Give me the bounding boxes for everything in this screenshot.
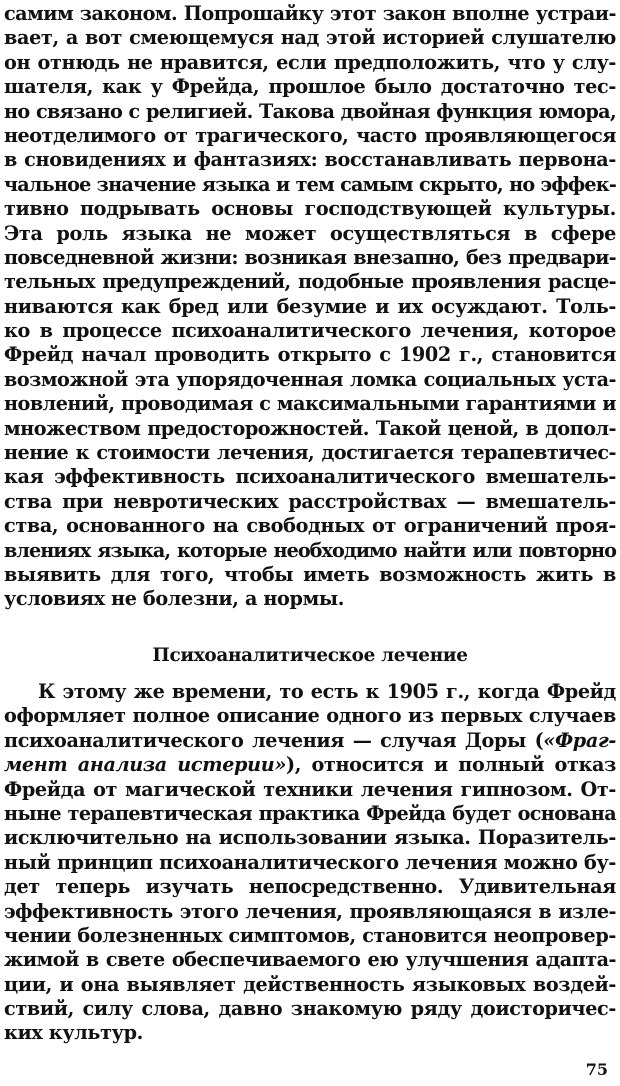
text-line: исключительно на использовании языка. Поразитель- (4, 826, 616, 850)
text-line: К этому же времени, то есть к 1905 г., когда Фрейд (38, 680, 616, 703)
text-line: ниваются как бред или безумие и их осуждают. Толь- (4, 294, 616, 318)
text-line: жимой в свете обеспечиваемого ею улучшения адапта- (4, 948, 616, 972)
text-line: тельных предупреждений, подобные проявления расце- (4, 270, 616, 294)
italic-title-end: мент анализа истерии» (4, 753, 286, 777)
text-line: кая эффективность психоаналитического вмешатель- (4, 465, 616, 489)
text-line: тивно подрывать основы господствующей культуры. (4, 197, 616, 221)
text-line: шателя, как у Фрейда, прошлое было достаточно тес- (4, 75, 616, 99)
text-line: повседневной жизни: возникая внезапно, без предвари- (4, 245, 616, 269)
text-line: ства, основанного на свободных от ограничений проя- (4, 514, 616, 538)
text-line: Эта роль языка не может осуществляться в сфере (4, 221, 616, 245)
text-line: ства при невротических расстройствах — вмешатель- (4, 489, 616, 513)
text-line: эффективность этого лечения, проявляющаяся в изле- (4, 899, 616, 923)
text-line: оформляет полное описание одного из первых случаев (4, 704, 616, 728)
italic-title-start: «Фраг- (543, 728, 616, 752)
text-line: но связано с религией. Такова двойная функция юмора, (4, 99, 616, 123)
text-line: вает, а вот смеющемуся над этой историей слушателю (4, 26, 616, 50)
text-line: новлений, проводимая с максимальными гарантиями и (4, 392, 616, 416)
text-line: неотделимого от трагического, часто проявляющегося (4, 123, 616, 147)
section-heading: Психоаналитическое лечение (152, 645, 468, 666)
text-line: Фрейда от магической техники лечения гипнозом. От- (4, 777, 616, 801)
text-line: влениях языка, которые необходимо найти или повторно (4, 538, 616, 562)
text-run: психоаналитического лечения — случая Доры ( (4, 728, 544, 752)
text-line: самим законом. Попрошайку этот закон вполне устраи- (4, 2, 616, 25)
paragraph-top (4, 2, 616, 612)
text-line: он отнюдь не нравится, если предположить, что у слу- (4, 50, 616, 74)
text-line: дет теперь изучать непосредственно. Удивительная (4, 875, 616, 899)
text-line: нение к стоимости лечения, достигается терапевтичес- (4, 441, 616, 465)
paragraph-bottom (4, 680, 616, 1046)
text-line: ныне терапевтическая практика Фрейда будет основана (4, 801, 616, 825)
text-line: условиях не болезни, а нормы. (4, 587, 345, 611)
text-line: ких культур. (4, 1021, 143, 1045)
text-line: возможной эта упорядоченная ломка социальных уста- (4, 367, 616, 391)
page-number: 75 (585, 1060, 608, 1079)
text-line: ко в процессе психоаналитического лечения, которое (4, 319, 616, 343)
text-line: множеством предосторожностей. Такой ценой, в допол- (4, 416, 616, 440)
text-line: ции, и она выявляет действенность языковых воздей- (4, 972, 616, 996)
text-line: в сновидениях и фантазиях: восстанавливать первона- (4, 148, 616, 172)
text-line (4, 729, 616, 753)
text-line: Фрейд начал проводить открыто с 1902 г., становится (4, 343, 616, 367)
text-run: ), относится и полный отказ (285, 753, 616, 777)
text-line: ствий, силу слова, давно знакомую ряду доисторичес- (4, 997, 616, 1021)
text-line: чальное значение языка и тем самым скрыто, но эффек- (4, 172, 616, 196)
text-line: чении болезненных симптомов, становится неопровер- (4, 923, 616, 947)
text-line: выявить для того, чтобы иметь возможность жить в (4, 562, 616, 586)
text-line: ный принцип психоаналитического лечения можно бу- (4, 850, 616, 874)
text-line (4, 753, 616, 777)
